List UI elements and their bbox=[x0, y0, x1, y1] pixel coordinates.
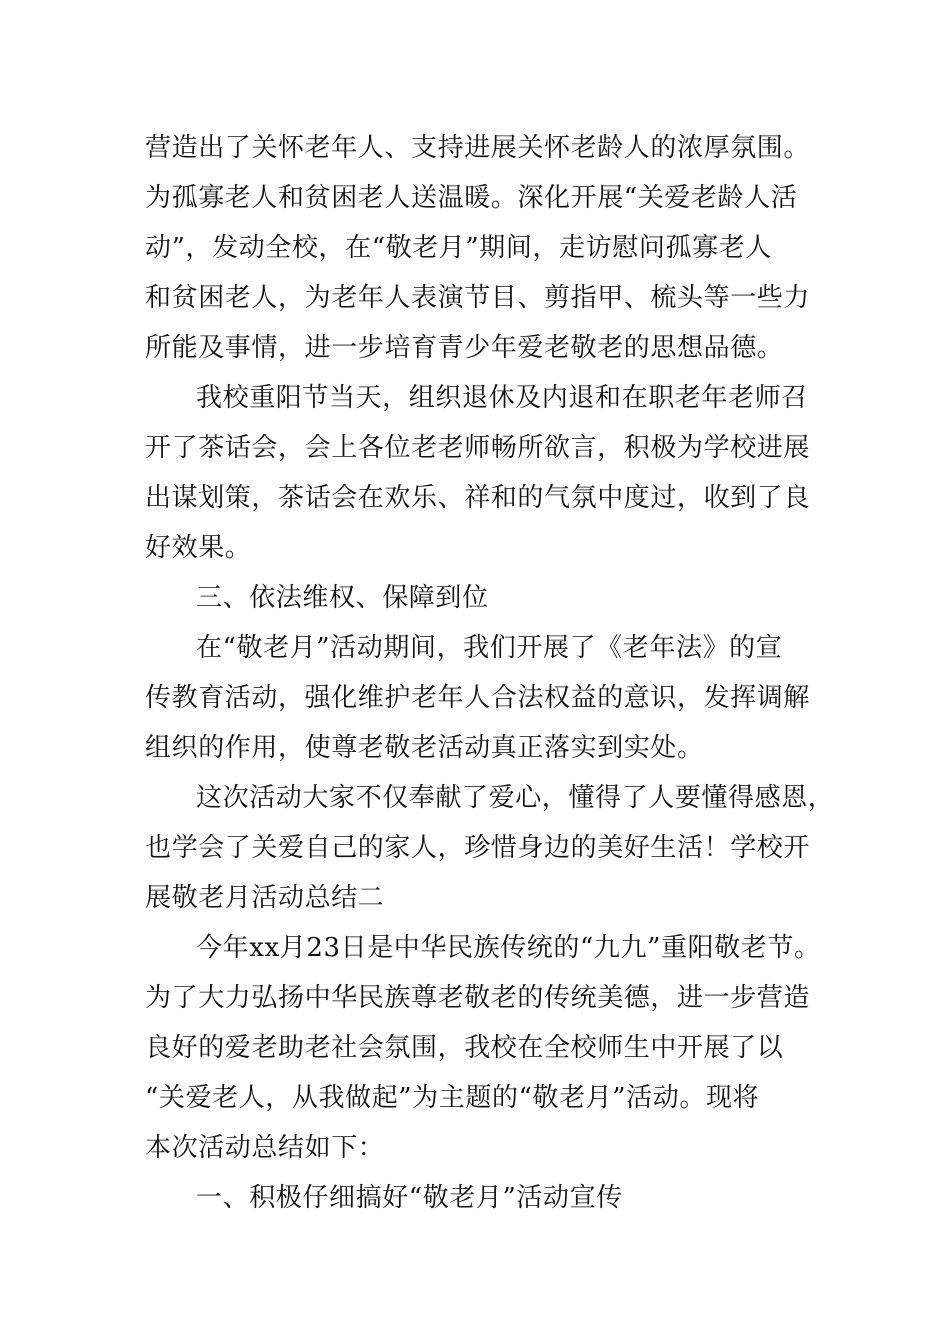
text-line: 在“敬老月”活动期间，我们开展了《老年法》的宣 bbox=[196, 633, 783, 663]
text-line: 本次活动总结如下： bbox=[145, 1133, 385, 1163]
text-line: 也学会了关爱自己的家人，珍惜身边的美好生活！学校开 bbox=[145, 833, 811, 863]
text-line: 营造出了关怀老年人、支持进展关怀老龄人的浓厚氛围。 bbox=[145, 133, 811, 163]
text-line: 展敬老月活动总结二 bbox=[145, 883, 385, 913]
text-line: 组织的作用，使尊老敬老活动真正落实到实处。 bbox=[145, 733, 704, 763]
text-line: 开了茶话会，会上各位老老师畅所欲言，积极为学校进展 bbox=[145, 433, 811, 463]
text-line: 为了大力弘扬中华民族尊老敬老的传统美德，进一步营造 bbox=[145, 983, 811, 1013]
text-line: 传教育活动，强化维护老年人合法权益的意识，发挥调解 bbox=[145, 683, 811, 713]
text-line: 这次活动大家不仅奉献了爱心，懂得了人要懂得感恩， bbox=[196, 783, 835, 813]
text-line: 今年xx月23日是中华民族传统的“九九”重阳敬老节。 bbox=[196, 933, 821, 963]
text-line: “关爱老人，从我做起”为主题的“敬老月”活动。现将 bbox=[145, 1083, 760, 1113]
text-line: 动”，发动全校，在“敬老月”期间，走访慰问孤寡老人 bbox=[145, 233, 772, 263]
text-line: 所能及事情，进一步培育青少年爱老敬老的思想品德。 bbox=[145, 333, 784, 363]
section-heading: 三、依法维权、保障到位 bbox=[196, 583, 489, 613]
text-line: 和贫困老人，为老年人表演节目、剪指甲、梳头等一些力 bbox=[145, 283, 811, 313]
text-line: 为孤寡老人和贫困老人送温暖。深化开展“关爱老龄人活 bbox=[145, 183, 798, 213]
text-line: 我校重阳节当天，组织退休及内退和在职老年老师召 bbox=[196, 383, 808, 413]
text-line: 良好的爱老助老社会氛围，我校在全校师生中开展了以 bbox=[145, 1033, 784, 1063]
text-line: 好效果。 bbox=[145, 533, 252, 563]
text-line: 出谋划策，茶话会在欢乐、祥和的气氛中度过，收到了良 bbox=[145, 483, 811, 513]
section-heading: 一、积极仔细搞好“敬老月”活动宣传 bbox=[196, 1183, 623, 1213]
